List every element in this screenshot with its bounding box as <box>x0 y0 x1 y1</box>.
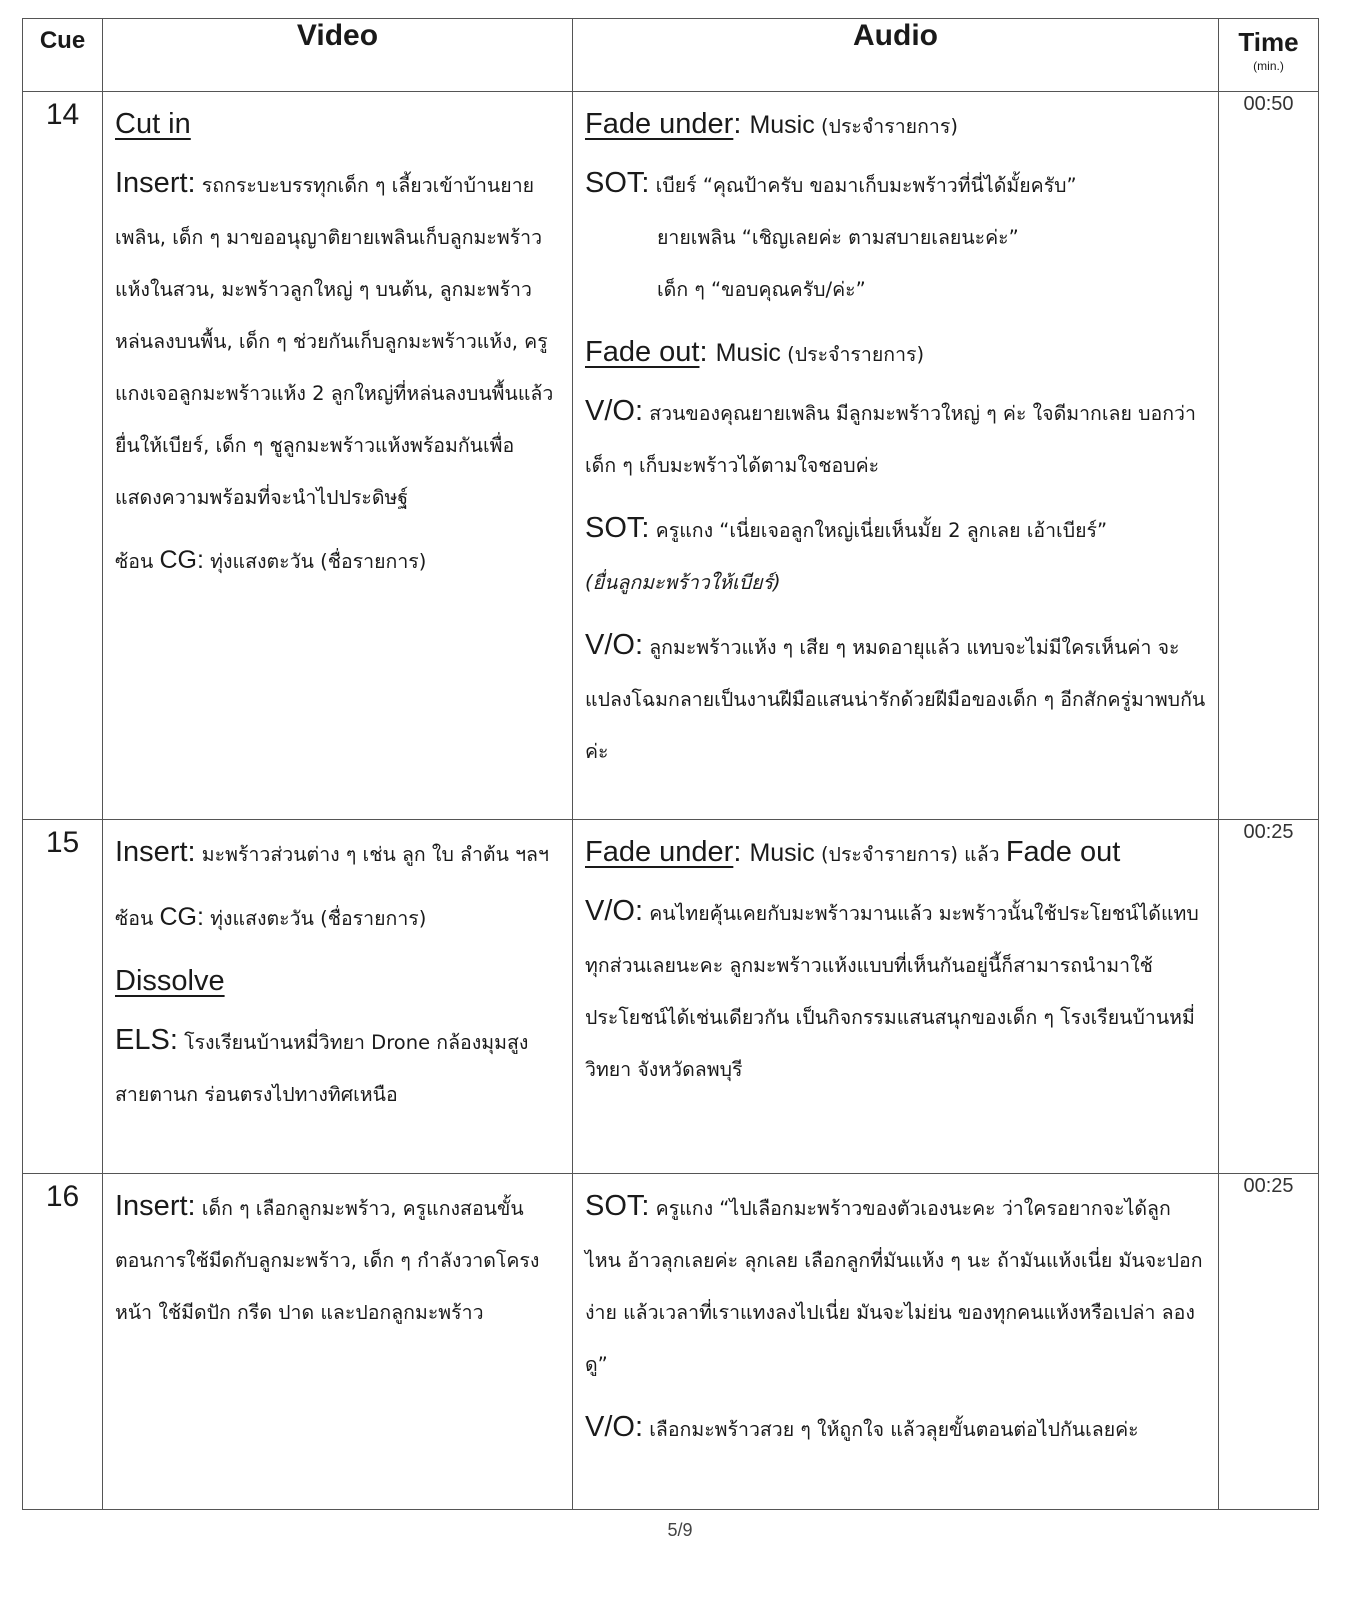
voiceover-directive: V/O: สวนของคุณยายเพลิน มีลูกมะพร้าวใหญ่ ๆ ค่ะ ใจดีมากเลย บอกว่าเด็ก ๆ เก็บมะพร้าวได้ตามใจชอบค่ะ <box>585 395 1196 477</box>
header-time-unit: (min.) <box>1253 59 1284 73</box>
duration: 00:50 <box>1219 92 1319 820</box>
script-table <box>22 18 1319 1510</box>
cue-number: 14 <box>23 92 103 820</box>
audio-cell <box>573 820 1219 1174</box>
sot-directive: SOT: ครูแกง “ไปเลือกมะพร้าวของตัวเองนะคะ ว่าใครอยากจะได้ลูกไหน อ้าวลุกเลยค่ะ ลุกเลย เลือกลูกที่มันแห้ง ๆ นะ ถ้ามันแห้งเนี่ย มันจะปอกง่าย แล้วเวลาที่เราแทงลงไปเนี่ย มันจะไม่ย่น ของทุกคนแห้งหรือเปล่า ลองดู” <box>585 1190 1203 1376</box>
sot-dialogue-line: ยายเพลิน “เชิญเลยค่ะ ตามสบายเลยนะค่ะ” <box>657 226 1019 249</box>
insert-directive: Insert: เด็ก ๆ เลือกลูกมะพร้าว, ครูแกงสอนขั้นตอนการใช้มีดกับลูกมะพร้าว, เด็ก ๆ กำลังวาดโครงหน้า ใช้มีดปัก กรีด ปาด และปอกลูกมะพร้าว <box>115 1190 540 1324</box>
header-time <box>1219 19 1319 92</box>
table-row <box>23 92 1319 820</box>
fade-under-directive: Fade under: Music (ประจำรายการ) แล้ว Fade out <box>585 836 1121 868</box>
header-audio: Audio <box>573 19 1219 92</box>
stage-note: (ยื่นลูกมะพร้าวให้เบียร์) <box>585 571 781 594</box>
sot-dialogue-line: เด็ก ๆ “ขอบคุณครับ/ค่ะ” <box>657 278 866 301</box>
cg-overlay: ซ้อน CG: ทุ่งแสงตะวัน (ชื่อรายการ) <box>115 546 427 574</box>
cue-number: 16 <box>23 1174 103 1510</box>
voiceover-directive: V/O: คนไทยคุ้นเคยกับมะพร้าวมานแล้ว มะพร้าวนั้นใช้ประโยชน์ได้แทบทุกส่วนเลยนะคะ ลูกมะพร้าวแห้งแบบที่เห็นกันอยู่นี้ก็สามารถนำมาใช้ประโยชน์ได้เช่นเดียวกัน เป็นกิจกรรมแสนสนุกของเด็ก ๆ โรงเรียนบ้านหมี่วิทยา จังหวัดลพบุรี <box>585 895 1199 1081</box>
video-cell <box>103 820 573 1174</box>
insert-directive: Insert: รถกระบะบรรทุกเด็ก ๆ เลี้ยวเข้าบ้านยายเพลิน, เด็ก ๆ มาขออนุญาติยายเพลินเก็บลูกมะพร้าวแห้งในสวน, มะพร้าวลูกใหญ่ ๆ บนต้น, ลูกมะพร้าวหล่นลงบนพื้น, เด็ก ๆ ช่วยกันเก็บลูกมะพร้าวแห้ง, ครูแกงเจอลูกมะพร้าวแห้ง 2 ลูกใหญ่ที่หล่นลงบนพื้นแล้วยื่นให้เบียร์, เด็ก ๆ ชูลูกมะพร้าวแห้งพร้อมกันเพื่อแสดงความพร้อมที่จะนำไปประดิษฐ์ <box>115 167 554 509</box>
els-directive: ELS: โรงเรียนบ้านหมี่วิทยา Drone กล้องมุมสูงสายตานก ร่อนตรงไปทางทิศเหนือ <box>115 1024 529 1106</box>
voiceover-directive: V/O: ลูกมะพร้าวแห้ง ๆ เสีย ๆ หมดอายุแล้ว แทบจะไม่มีใครเห็นค่า จะแปลงโฉมกลายเป็นงานฝีมือแสนน่ารักด้วยฝีมือของเด็ก ๆ อีกสักครู่มาพบกันค่ะ <box>585 629 1206 763</box>
video-cell <box>103 1174 573 1510</box>
insert-directive: Insert: มะพร้าวส่วนต่าง ๆ เช่น ลูก ใบ ลำต้น ฯลฯ <box>115 836 549 868</box>
duration: 00:25 <box>1219 1174 1319 1510</box>
header-time-label: Time <box>1238 27 1299 57</box>
fade-out-directive: Fade out: Music (ประจำรายการ) <box>585 336 925 368</box>
cut-in-heading: Cut in <box>115 108 191 140</box>
page-number: 5/9 <box>667 1520 693 1540</box>
audio-cell <box>573 92 1219 820</box>
table-row <box>23 820 1319 1174</box>
dissolve-heading: Dissolve <box>115 965 225 997</box>
cg-overlay: ซ้อน CG: ทุ่งแสงตะวัน (ชื่อรายการ) <box>115 903 427 931</box>
audio-cell <box>573 1174 1219 1510</box>
header-cue: Cue <box>23 19 103 92</box>
cue-number: 15 <box>23 820 103 1174</box>
video-cell <box>103 92 573 820</box>
voiceover-directive: V/O: เลือกมะพร้าวสวย ๆ ให้ถูกใจ แล้วลุยขั้นตอนต่อไปกันเลยค่ะ <box>585 1411 1139 1443</box>
header-video: Video <box>103 19 573 92</box>
fade-under-directive: Fade under: Music (ประจำรายการ) <box>585 108 958 140</box>
sot-directive: SOT: เบียร์ “คุณป้าครับ ขอมาเก็บมะพร้าวที่นี่ได้มั้ยครับ” <box>585 167 1077 199</box>
header-row <box>23 19 1319 92</box>
sot-directive: SOT: ครูแกง “เนี่ยเจอลูกใหญ่เนี่ยเห็นมั้ย 2 ลูกเลย เอ้าเบียร์” (ยื่นลูกมะพร้าวให้เบียร์) <box>585 512 1108 594</box>
table-row <box>23 1174 1319 1510</box>
duration: 00:25 <box>1219 820 1319 1174</box>
